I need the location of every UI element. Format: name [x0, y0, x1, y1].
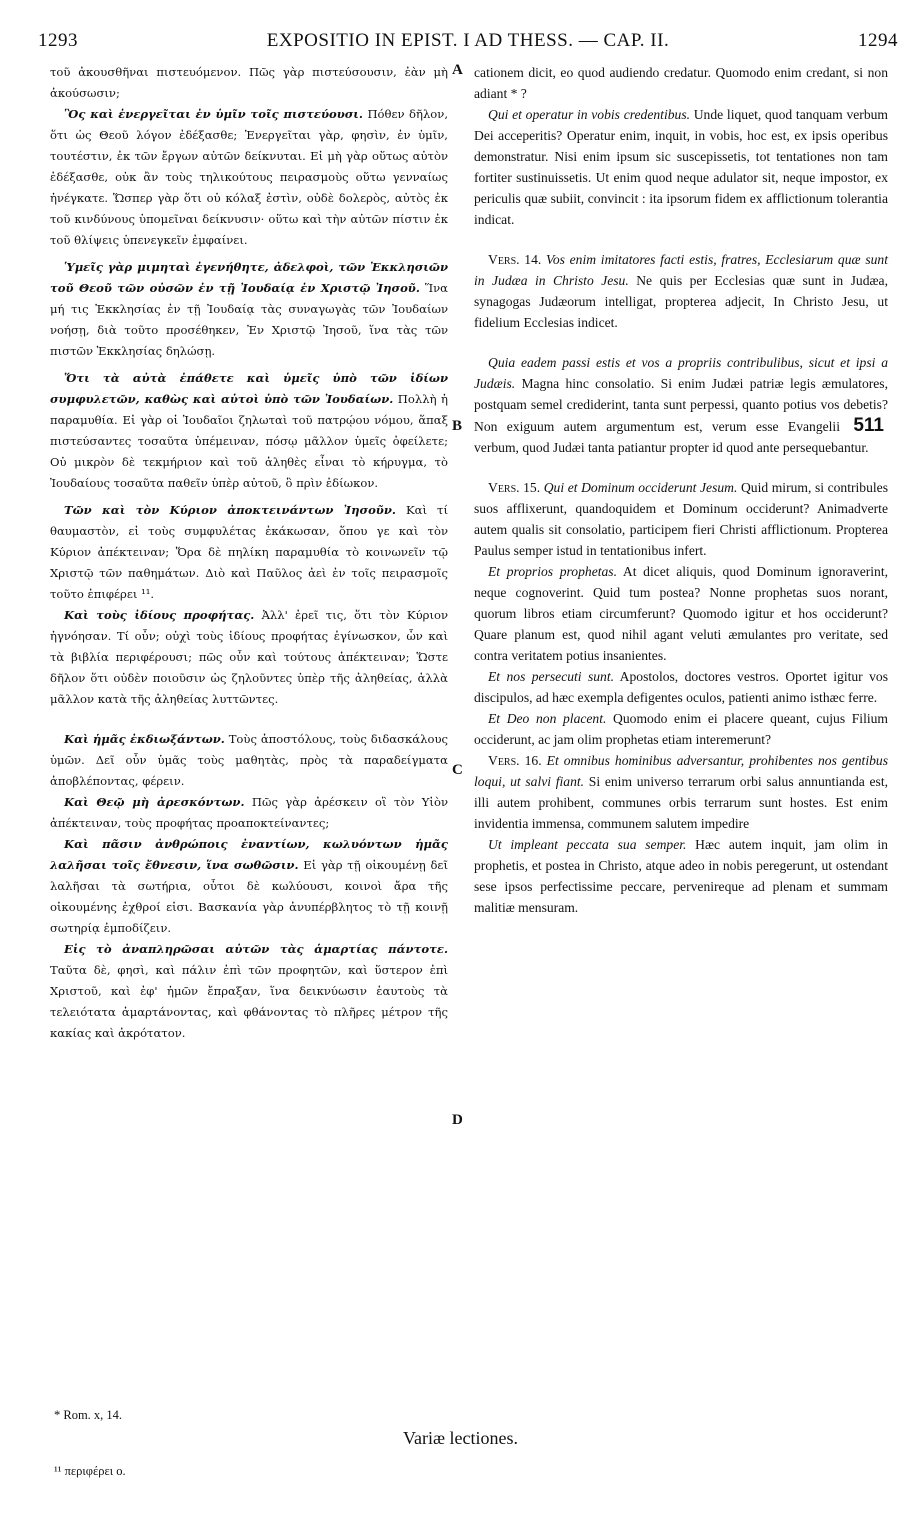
greek-paragraph: Ὅτι τὰ αὐτὰ ἐπάθετε καὶ ὑμεῖς ὑπὸ τῶν ἰδίων συμφυλετῶν, καθὼς καὶ αὐτοὶ ὑπὸ τῶν Ἰουδαίων. Πολλὴ ἡ παραμυθία. Εἰ γὰρ οἱ Ἰουδαῖοι ζηλωταὶ τοῦ πατρῴου νόμου, ἅπαξ πιστεύσαντες τοσαῦτα ὑπέμειναν, πόσῳ μᾶλλον ὑμεῖς ὀφείλετε; Οὐ μικρὸν δὲ τεκμήριον καὶ τοῦ ἀληθὲς εἶναι τὸ κήρυγμα, τὸ Ἰουδαίους τοσαῦτα παθεῖν ὑπὲρ αὐτοῦ, ὃ πρὶν ἐδίωκον.	[50, 371, 448, 490]
page-number-right: 1294	[858, 30, 898, 51]
latin-paragraph: Vers. 14. Vos enim imitatores facti estis, fratres, Ecclesiarum quæ sunt in Judæa in Christo Jesu. Ne quis per Ecclesias quæ sunt in Judæa, synagogas Judæorum intelligat, propterea adjecit, In Christo Jesu, ut fidelium Ecclesias indicet.	[474, 252, 888, 330]
margin-letter-b: B	[452, 418, 463, 434]
latin-paragraph: Vers. 15. Qui et Dominum occiderunt Jesum. Quid mirum, si contribules suos afflixerunt, quandoquidem et Dominum occiderunt? Animadverte autem qualis sit consolatio, participem fieri Christi afflictionum. Propterea Paulus semper istud in tentationibus infert.	[474, 480, 888, 558]
margin-letter-c: C	[452, 762, 463, 778]
greek-paragraph: Καὶ Θεῷ μὴ ἀρεσκόντων. Πῶς γὰρ ἀρέσκειν οἳ τὸν Υἱὸν ἀπέκτειναν, τοὺς προφήτας προαποκτείναντες;	[50, 795, 449, 830]
latin-paragraph: Et nos persecuti sunt. Apostolos, doctores vestros. Oportet igitur vos discipulos, ad hæc exempla defigentes oculos, patienti animo isthæc ferre.	[474, 669, 888, 705]
footnote-reference: * Rom. x, 14.	[54, 1408, 123, 1422]
greek-paragraph: Καὶ πᾶσιν ἀνθρώποις ἐναντίων, κωλυόντων ἡμᾶς λαλῆσαι τοῖς ἔθνεσιν, ἵνα σωθῶσιν. Εἰ γὰρ τῇ οἰκουμένῃ δεῖ λαλῆσαι τὰ σωτήρια, οὗτοι δὲ κωλύουσι, κοινοὶ ἄρα τῆς οἰκουμένης ἐχθροί εἰσι. Βασκανία γὰρ ἀνυπέρβλητος τὸ τῇ κοινῇ σωτηρίᾳ ἐμποδίζειν.	[50, 837, 448, 935]
greek-paragraph: Καὶ τοὺς ἰδίους προφήτας. Ἀλλ' ἐρεῖ τις, ὅτι τὸν Κύριον ἠγνόησαν. Τί οὖν; οὐχὶ τοὺς ἰδίους προφήτας ἐγίνωσκον, ὧν καὶ τὰ βιβλία περιφέρουσι; πῶς οὖν καὶ τούτους ἀπέκτειναν; Ὥστε δῆλον ὅτι οὐδὲν ποιοῦσιν ὡς ζηλοῦντες ὑπὲρ τῆς ἀληθείας, ἀλλὰ μᾶλλον κατὰ τῆς ἀληθείας λυττῶντες.	[50, 608, 449, 706]
greek-paragraph: Τῶν καὶ τὸν Κύριον ἀποκτεινάντων Ἰησοῦν. Καὶ τί θαυμαστὸν, εἰ τοὺς συμφυλέτας ἐκάκωσαν, ὅπου γε καὶ τὸν Κύριον ἀπέκτειναν; Ὅρα δὲ πηλίκη παραμυθία τὸ κοινωνεῖν τῷ Χριστῷ τῶν παθημάτων. Διὸ καὶ Παῦλος ἀεὶ ἐν τοῖς πειρασμοῖς τοῦτο ἐπιφέρει ¹¹.	[50, 503, 448, 601]
column-number: 511	[853, 415, 884, 436]
greek-paragraph: τοῦ ἀκουσθῆναι πιστευόμενον. Πῶς γὰρ πιστεύσουσιν, ἐὰν μὴ ἀκούσωσιν;	[50, 65, 448, 100]
latin-paragraph: Qui et operatur in vobis credentibus. Unde liquet, quod tanquam verbum Dei acceperitis? Operatur enim, inquit, in vobis, hoc est, ex ipsis operibus demonstratur. Nisi enim ipsum sic suscepissetis, tot tentationes non tam fortiter sustinuissetis. Ut enim quod neque adulator sit, neque impostor, ex periculis quæ subiit, convincit : ita ipsorum fidem ex afflictionum tolerantia indicat.	[474, 107, 888, 227]
running-title: EXPOSITIO IN EPIST. I AD THESS. — CAP. II.	[266, 30, 670, 51]
page-number-left: 1293	[38, 30, 78, 51]
latin-paragraph: Ut impleant peccata sua semper. Hæc autem inquit, jam olim in prophetis, et postea in Christo, atque adeo in nobis peregerunt, ut ostendant sese ipsos perfectissime peccare, pervenireque ad plenam et summam malitiæ mensuram.	[474, 837, 888, 915]
latin-column	[474, 62, 888, 918]
latin-paragraph: cationem dicit, eo quod audiendo credatur. Quomodo enim credant, si non adiant * ?	[474, 65, 888, 101]
margin-letter-d: D	[452, 1112, 463, 1128]
greek-paragraph: Ὃς καὶ ἐνεργεῖται ἐν ὑμῖν τοῖς πιστεύουσι. Πόθεν δῆλον, ὅτι ὡς Θεοῦ λόγον ἐδέξασθε; Ἐνεργεῖται γὰρ, φησὶν, ἐν ὑμῖν, τουτέστιν, ἐκ τῶν ἔργων αὐτῶν δείκνυται. Εἰ μὴ γὰρ οὕτως αὐτὸν ἐδέξασθε, οὐκ ἂν τοὺς τηλικούτους πειρασμοὺς οὕτω γενναίως ἠνέγκατε. Ὥσπερ γὰρ ὅτι οὐ κόλαξ ἐστὶν, οὐδὲ δολερὸς, αὐτὸς ἐκ τοῦ κινδύνους ὑπομεῖναι δείκνυσιν· οὕτω καὶ τὴν αὐτῶν πίστιν ἐκ τοῦ θλίψεις ὑπενεγκεῖν ἐμφαίνει.	[50, 107, 449, 247]
footnote-variant: ¹¹ περιφέρει ο.	[54, 1464, 126, 1478]
greek-paragraph: Ὑμεῖς γὰρ μιμηταὶ ἐγενήθητε, ἀδελφοὶ, τῶν Ἐκκλησιῶν τοῦ Θεοῦ τῶν οὐσῶν ἐν τῇ Ἰουδαίᾳ ἐν Χριστῷ Ἰησοῦ. Ἵνα μή τις Ἐκκλησίας ἐν τῇ Ἰουδαίᾳ τὰς συναγωγὰς τῶν Ἰουδαίων νοήσῃ, διὰ τοῦτο προσέθηκεν, Ἐν Χριστῷ Ἰησοῦ, ἵνα τὰς τῶν πιστῶν Ἐκκλησίας δηλώσῃ.	[50, 260, 449, 358]
greek-paragraph: Καὶ ἡμᾶς ἐκδιωξάντων. Τοὺς ἀποστόλους, τοὺς διδασκάλους ὑμῶν. Δεῖ οὖν ὑμᾶς τοὺς μαθητὰς, πρὸς τὰ παραδείγματα ἀποβλέποντας, φέρειν.	[50, 732, 448, 788]
latin-paragraph: Quia eadem passi estis et vos a propriis contribulibus, sicut et ipsi a Judæis. Magna hinc consolatio. Si enim Judæi patriæ legis æmulatores, postquam semel crediderint, tanta sunt perpessi, quanto potius vos debetis? Non exiguum autem argumentum est, verum esse Evangelii 511 verbum, quod Judæi tanta patiantur propter id quod ante persequebantur.	[474, 355, 888, 455]
latin-paragraph: Et Deo non placent. Quomodo enim ei placere queant, cujus Filium occiderunt, ac jam olim prophetas etiam interemerunt?	[474, 711, 888, 747]
margin-letter-a: A	[452, 62, 463, 78]
greek-paragraph: Εἰς τὸ ἀναπληρῶσαι αὐτῶν τὰς ἁμαρτίας πάντοτε. Ταῦτα δὲ, φησὶ, καὶ πάλιν ἐπὶ τῶν προφητῶν, καὶ ὕστερον ἐπὶ Χριστοῦ, καὶ ἐφ' ἡμῶν ἔπραξαν, ἵνα δεικνύωσιν ἑαυτοὺς τὰ τελειότατα ἁμαρτάνοντας, καὶ φθάνοντας τὸ πλῆρες μέτρον τῆς κακίας καὶ ἀκρότατον.	[50, 942, 448, 1040]
latin-paragraph: Vers. 16. Et omnibus hominibus adversantur, prohibentes nos gentibus loqui, ut salvi fiant. Si enim universo terrarum orbi salus annuntianda est, illi autem prohibent, communes orbis terrarum sunt hostes. Est enim invidentia immensa, communem salutem impedire	[474, 753, 888, 831]
variae-lectiones-heading: Variæ lectiones.	[403, 1428, 518, 1448]
latin-paragraph: Et proprios prophetas. At dicet aliquis, quod Dominum ignoraverint, neque cognoverint. Quid tum postea? Nonne prophetas suos norant, quorum libros etiam circumferunt? Quomodo igitur et hos occiderunt? Quare planum est, quod nihil agant veluti æmulantes pro veritate, sed contra veritatem potius insanientes.	[474, 564, 888, 663]
greek-column	[50, 62, 448, 1044]
running-header	[38, 30, 898, 56]
